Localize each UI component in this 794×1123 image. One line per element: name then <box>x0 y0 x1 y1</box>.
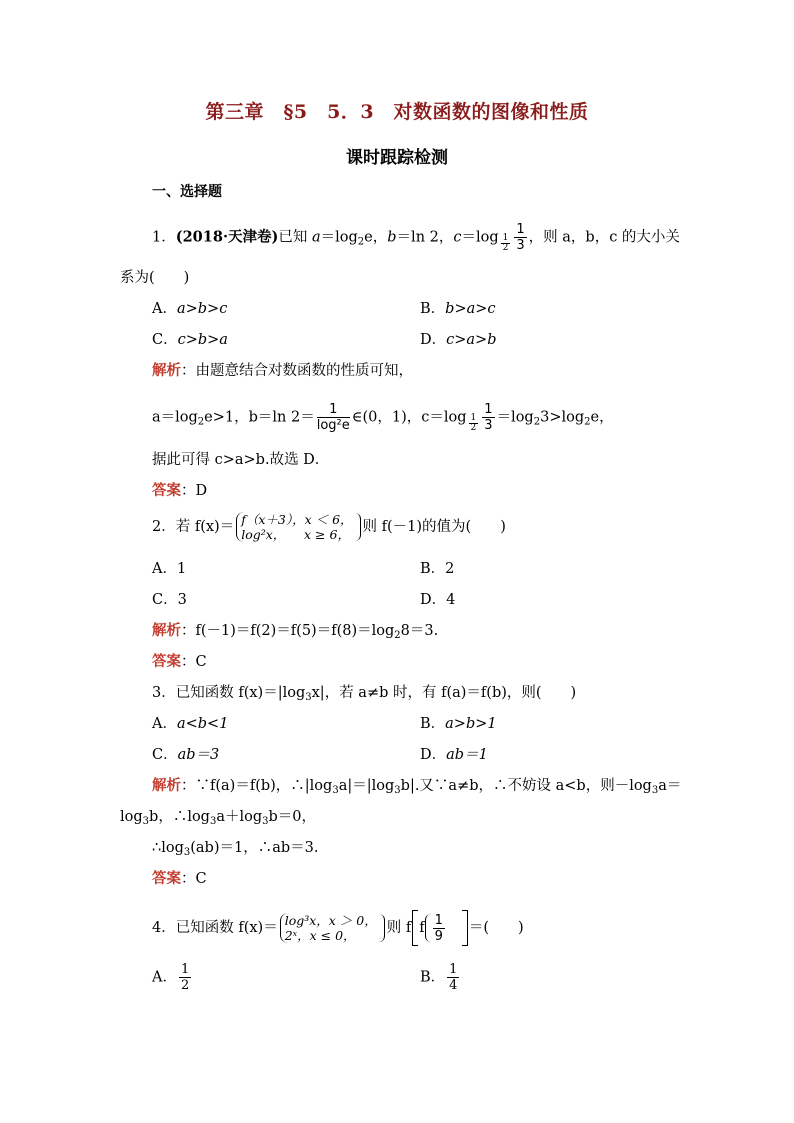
q4-option-b[interactable]: B． $\frac{1}{4}$ <box>420 962 458 993</box>
section-heading: 一、选择题 <box>152 184 222 200</box>
q2-option-a[interactable]: A．1 <box>152 561 187 577</box>
chapter-title: 第三章 §5 5．3 对数函数的图像和性质 <box>205 101 589 123</box>
q3-solution-3: $\therefore\log_3(ab)=1$，∴ab＝3. <box>152 840 319 858</box>
q3-option-a[interactable]: A．a<b<1 <box>152 716 229 732</box>
q2-option-b[interactable]: B．2 <box>420 561 455 577</box>
q4-option-a[interactable]: A． $\frac{1}{2}$ <box>152 962 190 993</box>
q4-fraction: $\frac{1}{9}$ <box>434 912 443 944</box>
q3-option-c[interactable]: C．ab＝3 <box>152 747 220 763</box>
q1-stem-cont: 系为( ) <box>120 270 190 286</box>
q3-option-b[interactable]: B．a>b>1 <box>420 716 497 732</box>
q1-log-base: $\frac{1}{2}$ <box>502 232 509 253</box>
q1-answer: 答案：D <box>152 482 208 499</box>
q2-option-c[interactable]: C．3 <box>152 592 187 608</box>
q1-sol-fraction: $\frac{1}{\text{log²e}}$ <box>316 402 350 433</box>
q1-conclusion: 据此可得 c>a>b.故选 D． <box>152 452 330 468</box>
q1-stem: 1．(2018·天津卷)已知 $a=\log_2e$，b＝ln 2，c＝log $\frac{1}{2}$ $\frac{1}{3}$ ，则 a，b，c 的大小关 <box>152 222 680 253</box>
q2-piecewise: f（x＋3），x ＜ 6， log²x， x ≥ 6， <box>236 512 352 542</box>
q2-stem: 2．若 f(x)＝ f（x＋3），x ＜ 6， log²x， x ≥ 6， 则 f(－1)的值为( ) <box>152 512 506 542</box>
q2-answer: 答案：C <box>152 653 207 670</box>
q1-option-a[interactable]: A．a>b>c <box>152 301 228 317</box>
q3-solution-1: 解析：∵f(a)＝f(b)，$\therefore|\log_3a|=|\log_3b|$.又∵a≠b，∴不妨设 a<b，则$-\log_3a=$ <box>152 777 682 796</box>
q1-sol-fraction-2: $\frac{1}{3}$ <box>484 402 493 433</box>
q4-stem: 4．已知函数 f(x)＝ log³x，x ＞ 0， 2ˣ，x ≤ 0， 则 f f $\frac{1}{9}$ ＝( ) <box>152 910 524 946</box>
q3-option-d[interactable]: D．ab＝1 <box>420 747 488 763</box>
page-subtitle: 课时跟踪检测 <box>346 148 448 168</box>
q1-option-c[interactable]: C．c>b>a <box>152 332 228 348</box>
q3-solution-2: $\log_3b$，$\therefore\log_3a+\log_3b=0$， <box>120 809 317 827</box>
q3-stem: 3．已知函数 $f(x)=|\log_3x|$，若 a≠b 时，有 f(a)＝f(b)，则( ) <box>152 685 577 703</box>
q4-piecewise: log³x，x ＞ 0， 2ˣ，x ≤ 0， <box>280 913 377 943</box>
q1-solution-math: $a=\log_2e>1$，b＝ln 2＝ $\frac{1}{\text{log²e}}$ ∈(0，1)，c＝log $\frac{1}{2}$ $\frac{1}{3}$ $=\log_23>\log_2e$， <box>152 402 614 433</box>
q1-solution-intro: 解析：由题意结合对数函数的性质可知， <box>152 362 413 379</box>
q3-answer: 答案：C <box>152 870 207 887</box>
q1-option-d[interactable]: D．c>a>b <box>420 332 497 348</box>
q1-option-b[interactable]: B．b>a>c <box>420 301 496 317</box>
q2-option-d[interactable]: D．4 <box>420 592 456 608</box>
q2-solution: 解析：$f(-1)=f(2)=f(5)=f(8)=\log_28=3$. <box>152 622 439 641</box>
q1-sol-log-base: $\frac{1}{2}$ <box>470 412 477 433</box>
q1-fraction: $\frac{1}{3}$ <box>516 222 525 253</box>
q1-source: (2018·天津卷) <box>175 228 279 246</box>
